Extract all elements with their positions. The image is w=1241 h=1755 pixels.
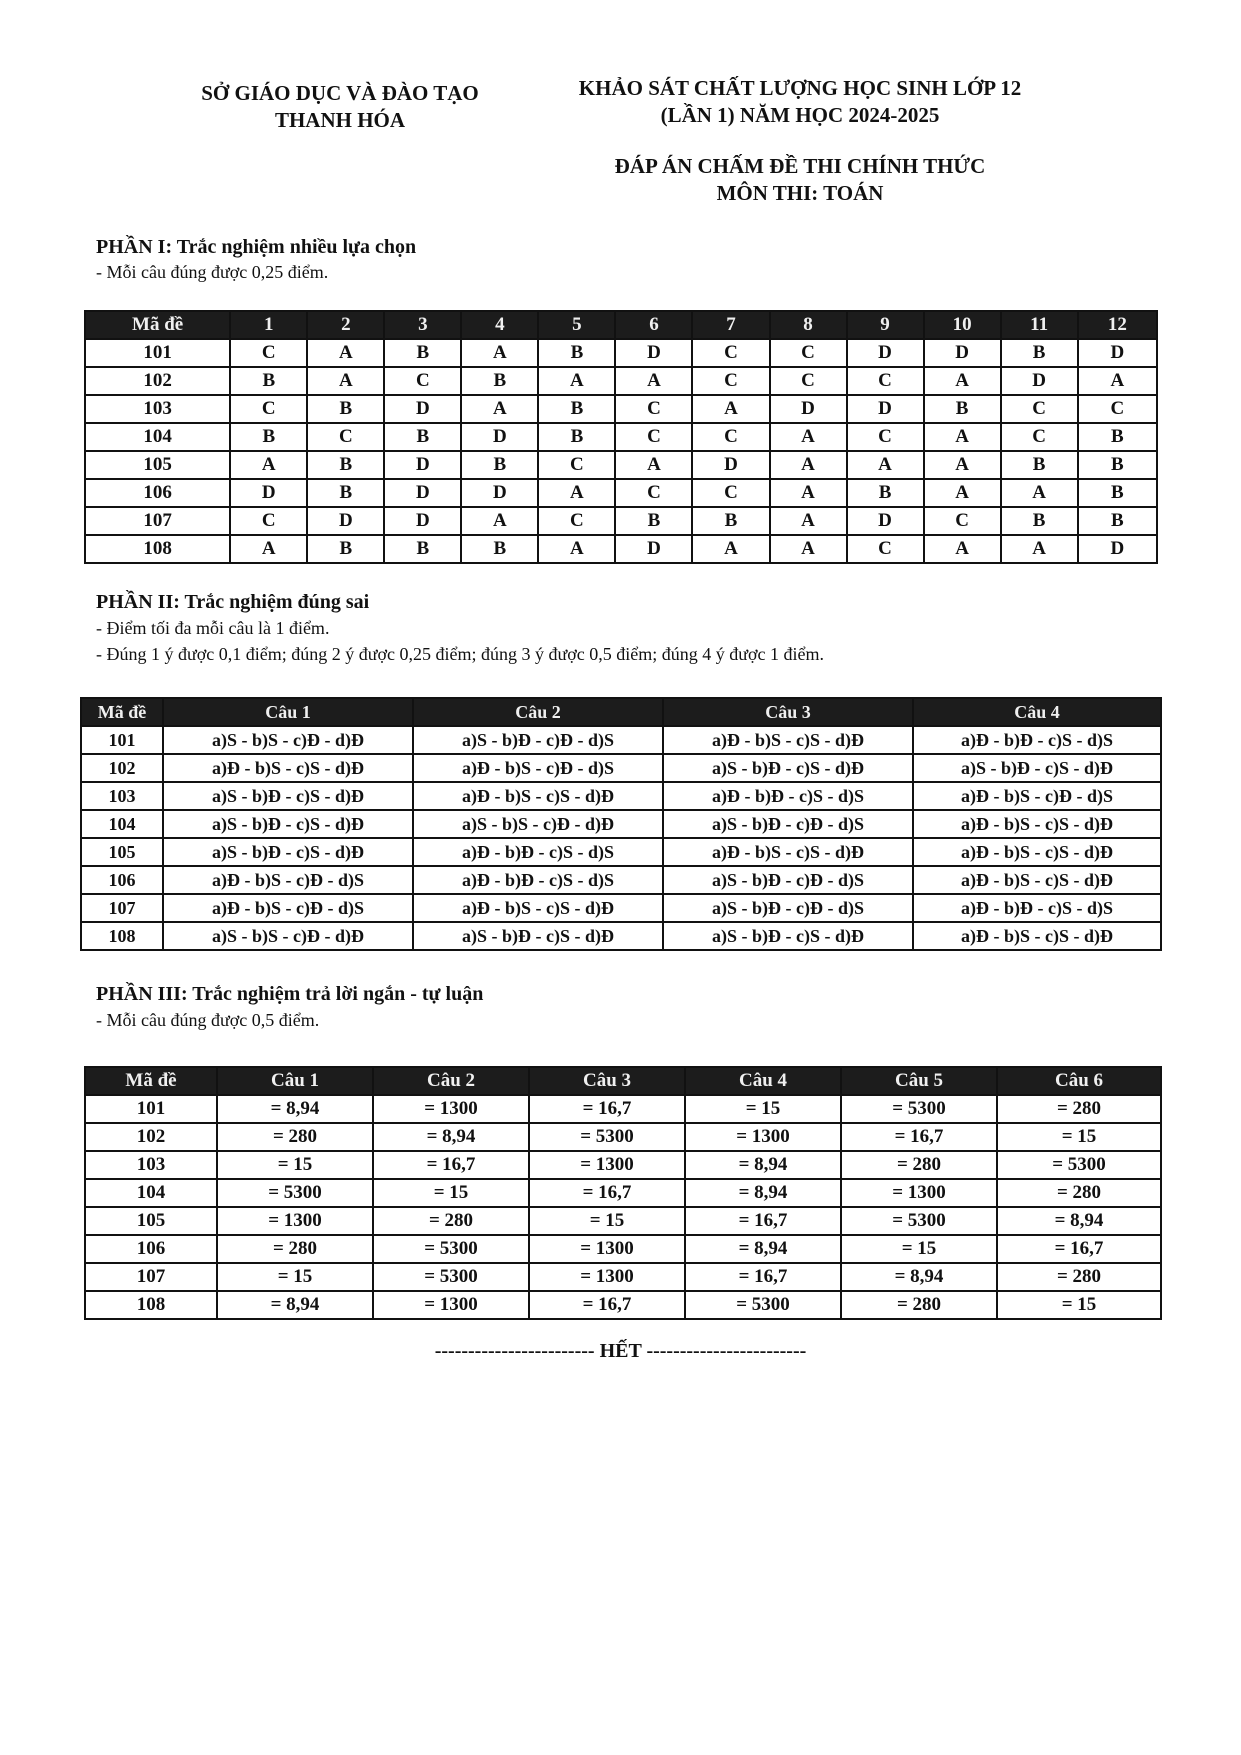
answer-cell: D	[847, 395, 924, 423]
answer-cell: D	[461, 423, 538, 451]
answer-cell: D	[924, 339, 1001, 367]
answer-cell: D	[692, 451, 769, 479]
table-row	[85, 535, 1157, 563]
answer-cell: A	[461, 339, 538, 367]
column-header: 8	[770, 311, 847, 339]
table-row	[81, 810, 1161, 838]
answer-cell: A	[924, 367, 1001, 395]
answer-cell: B	[615, 507, 692, 535]
answer-cell: = 280	[217, 1123, 373, 1151]
answer-cell: A	[538, 367, 615, 395]
answer-cell: = 15	[685, 1095, 841, 1123]
answer-cell: A	[692, 395, 769, 423]
answer-cell: a)S - b)Đ - c)S - d)Đ	[163, 782, 413, 810]
answer-cell: A	[770, 423, 847, 451]
answer-cell: = 16,7	[997, 1235, 1161, 1263]
table-row	[85, 395, 1157, 423]
table-row	[85, 1235, 1161, 1263]
answer-cell: a)S - b)Đ - c)Đ - d)S	[663, 894, 913, 922]
answer-cell: = 5300	[997, 1151, 1161, 1179]
column-header: 2	[307, 311, 384, 339]
answer-cell: C	[692, 479, 769, 507]
answer-cell: = 280	[373, 1207, 529, 1235]
answer-cell: = 15	[841, 1235, 997, 1263]
exam-title-line-1: KHẢO SÁT CHẤT LƯỢNG HỌC SINH LỚP 12	[578, 76, 1022, 100]
exam-code-cell: 104	[85, 1179, 217, 1207]
column-header: Câu 2	[373, 1067, 529, 1095]
answer-cell: a)Đ - b)S - c)S - d)Đ	[163, 754, 413, 782]
answer-cell: = 5300	[373, 1263, 529, 1291]
answer-cell: B	[1001, 451, 1078, 479]
answer-cell: C	[538, 451, 615, 479]
answer-cell: = 16,7	[529, 1291, 685, 1319]
column-header: Câu 4	[913, 698, 1161, 726]
exam-code-cell: 108	[81, 922, 163, 950]
exam-header	[520, 75, 1080, 207]
answer-cell: = 280	[841, 1291, 997, 1319]
answer-cell: B	[307, 479, 384, 507]
answer-cell: a)S - b)Đ - c)Đ - d)S	[413, 726, 663, 754]
column-header: Mã đề	[85, 311, 230, 339]
answer-cell: A	[1078, 367, 1157, 395]
part1-note: - Mỗi câu đúng được 0,25 điểm.	[96, 262, 329, 282]
answer-cell: = 8,94	[217, 1291, 373, 1319]
answer-cell: A	[230, 535, 307, 563]
answer-cell: A	[847, 451, 924, 479]
answer-cell: D	[615, 535, 692, 563]
table-row	[85, 1151, 1161, 1179]
exam-code-cell: 102	[85, 1123, 217, 1151]
answer-cell: = 280	[997, 1179, 1161, 1207]
answer-cell: A	[230, 451, 307, 479]
answer-cell: a)Đ - b)S - c)S - d)Đ	[413, 894, 663, 922]
answer-cell: a)S - b)S - c)Đ - d)Đ	[163, 922, 413, 950]
column-header: Câu 1	[163, 698, 413, 726]
part3-note: - Mỗi câu đúng được 0,5 điểm.	[96, 1010, 320, 1030]
answer-cell: a)Đ - b)S - c)S - d)Đ	[913, 866, 1161, 894]
table-row	[85, 1123, 1161, 1151]
column-header: Câu 1	[217, 1067, 373, 1095]
answer-cell: C	[615, 423, 692, 451]
answer-cell: D	[307, 507, 384, 535]
answer-cell: A	[924, 451, 1001, 479]
table-row	[85, 479, 1157, 507]
column-header: 4	[461, 311, 538, 339]
part2-table	[80, 697, 1162, 951]
answer-cell: A	[770, 535, 847, 563]
table-row	[81, 754, 1161, 782]
answer-cell: = 15	[373, 1179, 529, 1207]
answer-cell: a)S - b)Đ - c)S - d)Đ	[913, 754, 1161, 782]
part1-table	[84, 310, 1158, 564]
exam-code-cell: 101	[81, 726, 163, 754]
answer-cell: = 8,94	[217, 1095, 373, 1123]
answer-cell: a)Đ - b)S - c)S - d)Đ	[913, 810, 1161, 838]
answer-cell: B	[384, 535, 461, 563]
header-row	[85, 1067, 1161, 1095]
answer-cell: = 16,7	[529, 1095, 685, 1123]
answer-cell: a)Đ - b)Đ - c)S - d)S	[663, 782, 913, 810]
answer-cell: D	[384, 479, 461, 507]
answer-cell: A	[461, 395, 538, 423]
answer-cell: = 280	[997, 1095, 1161, 1123]
answer-cell: A	[924, 535, 1001, 563]
table-row	[85, 1263, 1161, 1291]
answer-cell: D	[461, 479, 538, 507]
answer-cell: C	[770, 339, 847, 367]
exam-title-line-2: (LẦN 1) NĂM HỌC 2024-2025	[660, 103, 940, 127]
answer-cell: B	[538, 339, 615, 367]
answer-cell: = 16,7	[685, 1263, 841, 1291]
answer-cell: A	[770, 507, 847, 535]
answer-cell: = 8,94	[685, 1151, 841, 1179]
answer-cell: C	[692, 423, 769, 451]
exam-code-cell: 105	[85, 451, 230, 479]
part1-title: PHẦN I: Trắc nghiệm nhiều lựa chọn	[96, 236, 417, 258]
answer-cell: a)Đ - b)S - c)Đ - d)S	[413, 754, 663, 782]
answer-cell: a)S - b)Đ - c)S - d)Đ	[163, 838, 413, 866]
answer-cell: D	[384, 395, 461, 423]
exam-code-cell: 104	[81, 810, 163, 838]
answer-cell: = 280	[997, 1263, 1161, 1291]
answer-cell: B	[1001, 507, 1078, 535]
table-row	[85, 1207, 1161, 1235]
answer-cell: B	[538, 395, 615, 423]
answer-cell: B	[384, 423, 461, 451]
answer-cell: a)S - b)Đ - c)S - d)Đ	[663, 754, 913, 782]
answer-cell: a)Đ - b)Đ - c)S - d)S	[913, 726, 1161, 754]
answer-cell: C	[770, 367, 847, 395]
table-row	[81, 726, 1161, 754]
column-header: Câu 6	[997, 1067, 1161, 1095]
table-row	[85, 1291, 1161, 1319]
subject-title: MÔN THI: TOÁN	[716, 181, 884, 205]
exam-code-cell: 106	[81, 866, 163, 894]
column-header: Câu 5	[841, 1067, 997, 1095]
answer-cell: A	[307, 339, 384, 367]
column-header: 3	[384, 311, 461, 339]
column-header: Mã đề	[81, 698, 163, 726]
header-row	[81, 698, 1161, 726]
answer-cell: A	[615, 451, 692, 479]
answer-cell: A	[692, 535, 769, 563]
issuer-header	[150, 80, 530, 134]
header-row	[85, 311, 1157, 339]
answer-cell: B	[1078, 507, 1157, 535]
answer-cell: = 8,94	[685, 1179, 841, 1207]
answer-cell: a)Đ - b)Đ - c)S - d)S	[413, 866, 663, 894]
answer-cell: C	[924, 507, 1001, 535]
answer-cell: a)S - b)Đ - c)Đ - d)S	[663, 866, 913, 894]
answer-cell: A	[538, 535, 615, 563]
answer-cell: A	[615, 367, 692, 395]
answer-cell: B	[1078, 423, 1157, 451]
exam-code-cell: 107	[81, 894, 163, 922]
answer-cell: C	[847, 423, 924, 451]
answer-cell: D	[384, 451, 461, 479]
answer-cell: = 5300	[529, 1123, 685, 1151]
answer-cell: A	[770, 451, 847, 479]
answer-cell: C	[615, 479, 692, 507]
answer-cell: A	[1001, 535, 1078, 563]
answer-cell: D	[1001, 367, 1078, 395]
answer-cell: a)Đ - b)Đ - c)S - d)S	[913, 894, 1161, 922]
answer-cell: = 15	[217, 1263, 373, 1291]
answer-cell: D	[230, 479, 307, 507]
exam-code-cell: 107	[85, 1263, 217, 1291]
answer-cell: = 280	[217, 1235, 373, 1263]
exam-code-cell: 103	[85, 395, 230, 423]
answer-cell: B	[538, 423, 615, 451]
answer-cell: B	[461, 367, 538, 395]
answer-cell: = 15	[997, 1291, 1161, 1319]
answer-cell: = 8,94	[997, 1207, 1161, 1235]
answer-cell: = 1300	[529, 1235, 685, 1263]
column-header: Câu 2	[413, 698, 663, 726]
answer-cell: = 5300	[841, 1207, 997, 1235]
answer-cell: = 1300	[841, 1179, 997, 1207]
answer-cell: a)Đ - b)S - c)S - d)Đ	[413, 782, 663, 810]
answer-cell: a)S - b)Đ - c)S - d)Đ	[663, 922, 913, 950]
answer-cell: = 16,7	[529, 1179, 685, 1207]
exam-code-cell: 106	[85, 1235, 217, 1263]
answer-cell: = 1300	[529, 1151, 685, 1179]
table-row	[85, 339, 1157, 367]
exam-code-cell: 101	[85, 339, 230, 367]
answer-cell: a)S - b)S - c)Đ - d)Đ	[163, 726, 413, 754]
answer-cell: = 1300	[685, 1123, 841, 1151]
answer-cell: B	[1001, 339, 1078, 367]
answer-cell: a)Đ - b)S - c)Đ - d)S	[163, 894, 413, 922]
answer-cell: C	[1078, 395, 1157, 423]
answer-cell: B	[230, 423, 307, 451]
answer-cell: D	[770, 395, 847, 423]
exam-code-cell: 108	[85, 535, 230, 563]
answer-cell: C	[1001, 395, 1078, 423]
part2-title: PHẦN II: Trắc nghiệm đúng sai	[96, 591, 370, 613]
column-header: Câu 4	[685, 1067, 841, 1095]
answer-cell: B	[384, 339, 461, 367]
column-header: 10	[924, 311, 1001, 339]
issuer-line-2: THANH HÓA	[274, 108, 406, 132]
table-row	[85, 367, 1157, 395]
answer-cell: B	[924, 395, 1001, 423]
answer-cell: a)S - b)Đ - c)S - d)Đ	[413, 922, 663, 950]
part3-title: PHẦN III: Trắc nghiệm trả lời ngắn - tự luận	[96, 983, 484, 1005]
answer-cell: C	[847, 535, 924, 563]
answer-cell: C	[384, 367, 461, 395]
answer-cell: C	[615, 395, 692, 423]
answer-cell: A	[770, 479, 847, 507]
table-row	[81, 838, 1161, 866]
table-row	[85, 1179, 1161, 1207]
answer-cell: B	[307, 395, 384, 423]
answer-cell: = 5300	[217, 1179, 373, 1207]
answer-cell: B	[461, 451, 538, 479]
exam-code-cell: 102	[81, 754, 163, 782]
answer-cell: a)Đ - b)Đ - c)S - d)S	[413, 838, 663, 866]
answer-cell: a)Đ - b)S - c)S - d)Đ	[913, 838, 1161, 866]
column-header: Mã đề	[85, 1067, 217, 1095]
end-marker: ------------------------ HẾT ------------------------	[434, 1340, 807, 1362]
part2-note-1: - Điểm tối đa mỗi câu là 1 điểm.	[96, 618, 330, 638]
answer-cell: B	[461, 535, 538, 563]
exam-code-cell: 103	[85, 1151, 217, 1179]
answer-cell: = 8,94	[373, 1123, 529, 1151]
table-row	[85, 423, 1157, 451]
answer-cell: a)Đ - b)S - c)S - d)Đ	[913, 922, 1161, 950]
answer-cell: = 15	[529, 1207, 685, 1235]
answer-cell: D	[847, 339, 924, 367]
answer-cell: = 5300	[685, 1291, 841, 1319]
answer-cell: A	[538, 479, 615, 507]
answer-cell: = 5300	[373, 1235, 529, 1263]
exam-code-cell: 102	[85, 367, 230, 395]
answer-cell: B	[1078, 451, 1157, 479]
column-header: Câu 3	[529, 1067, 685, 1095]
answer-cell: a)Đ - b)S - c)S - d)Đ	[663, 726, 913, 754]
exam-code-cell: 106	[85, 479, 230, 507]
answer-cell: a)S - b)S - c)Đ - d)Đ	[413, 810, 663, 838]
table-row	[81, 782, 1161, 810]
table-row	[81, 866, 1161, 894]
answer-cell: a)S - b)Đ - c)S - d)Đ	[163, 810, 413, 838]
answer-cell: C	[538, 507, 615, 535]
answer-cell: = 16,7	[685, 1207, 841, 1235]
exam-code-cell: 104	[85, 423, 230, 451]
exam-code-cell: 101	[85, 1095, 217, 1123]
answer-cell: B	[847, 479, 924, 507]
exam-code-cell: 107	[85, 507, 230, 535]
answer-cell: = 16,7	[841, 1123, 997, 1151]
answer-cell: C	[692, 367, 769, 395]
column-header: 6	[615, 311, 692, 339]
answer-cell: = 1300	[373, 1291, 529, 1319]
column-header: 11	[1001, 311, 1078, 339]
exam-code-cell: 105	[81, 838, 163, 866]
answer-cell: D	[847, 507, 924, 535]
answer-cell: = 1300	[529, 1263, 685, 1291]
answer-cell: a)S - b)Đ - c)Đ - d)S	[663, 810, 913, 838]
table-row	[85, 451, 1157, 479]
answer-cell: C	[230, 339, 307, 367]
answer-cell: C	[230, 395, 307, 423]
answer-cell: = 15	[217, 1151, 373, 1179]
exam-code-cell: 108	[85, 1291, 217, 1319]
answer-cell: A	[461, 507, 538, 535]
answer-cell: D	[1078, 535, 1157, 563]
answer-cell: A	[924, 479, 1001, 507]
answer-cell: A	[1001, 479, 1078, 507]
answer-cell: = 1300	[217, 1207, 373, 1235]
issuer-line-1: SỞ GIÁO DỤC VÀ ĐÀO TẠO	[201, 81, 479, 105]
answer-cell: B	[1078, 479, 1157, 507]
answer-cell: C	[307, 423, 384, 451]
answer-cell: = 8,94	[685, 1235, 841, 1263]
column-header: 5	[538, 311, 615, 339]
answer-cell: = 1300	[373, 1095, 529, 1123]
answer-cell: D	[384, 507, 461, 535]
answer-cell: = 16,7	[373, 1151, 529, 1179]
table-row	[85, 507, 1157, 535]
table-row	[81, 894, 1161, 922]
answer-cell: a)Đ - b)S - c)Đ - d)S	[163, 866, 413, 894]
answer-cell: B	[307, 535, 384, 563]
column-header: 9	[847, 311, 924, 339]
answer-cell: a)Đ - b)S - c)Đ - d)S	[913, 782, 1161, 810]
answer-cell: A	[924, 423, 1001, 451]
answer-cell: B	[307, 451, 384, 479]
answer-cell: D	[615, 339, 692, 367]
answer-cell: = 5300	[841, 1095, 997, 1123]
table-row	[81, 922, 1161, 950]
answer-cell: C	[230, 507, 307, 535]
column-header: 12	[1078, 311, 1157, 339]
column-header: 1	[230, 311, 307, 339]
exam-code-cell: 105	[85, 1207, 217, 1235]
part3-table	[84, 1066, 1162, 1320]
answer-cell: = 8,94	[841, 1263, 997, 1291]
answer-cell: a)Đ - b)S - c)S - d)Đ	[663, 838, 913, 866]
part2-note-2: - Đúng 1 ý được 0,1 điểm; đúng 2 ý được 0,25 điểm; đúng 3 ý được 0,5 điểm; đúng 4 ý được 1 điểm.	[96, 644, 825, 664]
answer-cell: C	[692, 339, 769, 367]
answer-cell: = 15	[997, 1123, 1161, 1151]
answer-cell: D	[1078, 339, 1157, 367]
answer-cell: A	[307, 367, 384, 395]
answer-cell: C	[1001, 423, 1078, 451]
answer-cell: C	[847, 367, 924, 395]
exam-code-cell: 103	[81, 782, 163, 810]
table-row	[85, 1095, 1161, 1123]
answer-cell: = 280	[841, 1151, 997, 1179]
answer-cell: B	[230, 367, 307, 395]
column-header: Câu 3	[663, 698, 913, 726]
answer-cell: B	[692, 507, 769, 535]
column-header: 7	[692, 311, 769, 339]
answer-key-title: ĐÁP ÁN CHẤM ĐỀ THI CHÍNH THỨC	[614, 154, 986, 178]
